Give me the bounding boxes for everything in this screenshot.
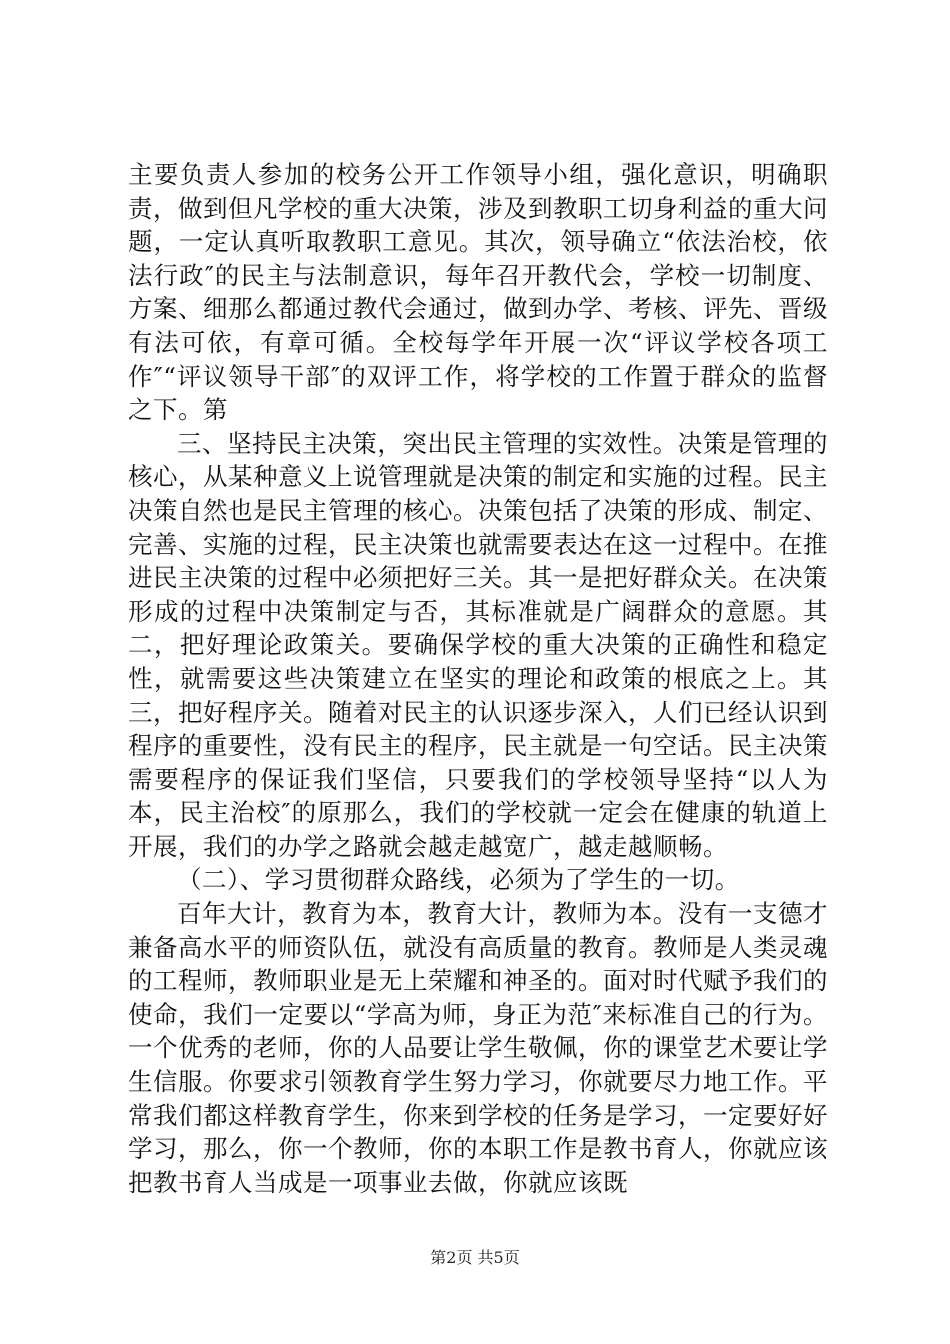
page-footer: 第2页 共5页 <box>430 1248 520 1267</box>
paragraph-2: 三、坚持民主决策，突出民主管理的实效性。决策是管理的核心，从某种意义上说管理就是决策的制定和实施的过程。民主决策自然也是民主管理的核心。决策包括了决策的形成、制定、完善、实施的过程，民主决策也就需要表达在这一过程中。在推进民主决策的过程中必须把好三关。其一是把好群众关。在决策形成的过程中决策制定与否，其标准就是广阔群众的意愿。其二，把好理论政策关。要确保学校的重大决策的正确性和稳定性，就需要这些决策建立在坚实的理论和政策的根底之上。其三，把好程序关。随着对民主的认识逐步深入，人们已经认识到程序的重要性，没有民主的程序，民主就是一句空话。民主决策需要程序的保证我们坚信，只要我们的学校领导坚持“以人为本，民主治校″的原那么，我们的学校就一定会在健康的轨道上开展，我们的办学之路就会越走越宽广，越走越顺畅。 <box>128 428 828 861</box>
paragraph-4: 百年大计，教育为本，教育大计，教师为本。没有一支德才兼备高水平的师资队伍，就没有高质量的教育。教师是人类灵魂的工程师，教师职业是无上荣耀和神圣的。面对时代赋予我们的使命，我们一定要以“学高为师，身正为范″来标准自己的行为。一个优秀的老师，你的人品要让学生敬佩，你的课堂艺术要让学生信服。你要求引领教育学生努力学习，你就要尽力地工作。平常我们都这样教育学生，你来到学校的任务是学习，一定要好好学习，那么，你一个教师，你的本职工作是教书育人，你就应该把教书育人当成是一项事业去做，你就应该既 <box>128 899 828 1197</box>
paragraph-1: 主要负责人参加的校务公开工作领导小组，强化意识，明确职责，做到但凡学校的重大决策，涉及到教职工切身利益的重大问题，一定认真听取教职工意见。其次，领导确立“依法治校，依法行政″的民主与法制意识，每年召开教代会，学校一切制度、方案、细那么都通过教代会通过，做到办学、考核、评先、晋级有法可依，有章可循。全校每学年开展一次“评议学校各项工作″“评议领导干部″的双评工作，将学校的工作置于群众的监督之下。第 <box>128 160 828 425</box>
document-body <box>128 158 828 1199</box>
paragraph-3-heading: （二）、学习贯彻群众路线，必须为了学生的一切。 <box>177 865 740 895</box>
